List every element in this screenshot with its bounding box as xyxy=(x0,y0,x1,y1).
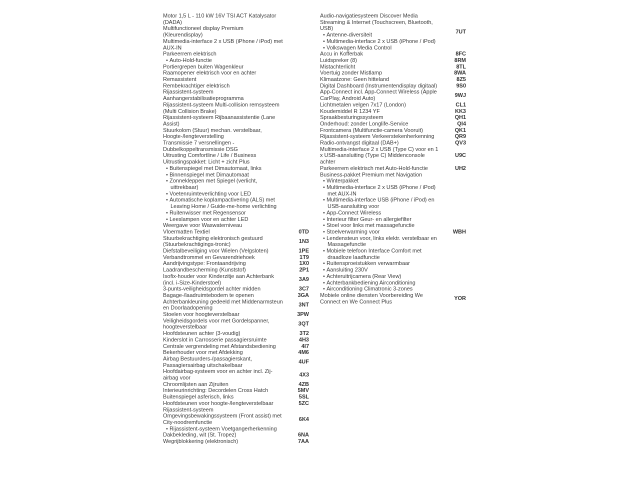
spec-sub-bullet: • Interieur filter Geur- en allergiefilter xyxy=(320,216,441,222)
spec-item xyxy=(320,13,466,51)
spec-label: Remassistent xyxy=(163,76,197,83)
spec-option-code: 6NA xyxy=(297,432,309,439)
spec-sub-bullet: • Ruitensproeistukken verwarmbaar xyxy=(320,261,441,267)
spec-label: Kinderslot in Carrosserie passagiersruimte xyxy=(163,336,267,343)
spec-label: Uitrustingspakket: Licht + zicht Plus xyxy=(163,159,250,166)
spec-label: Rijassistent-systeem Multi-collision remsysteem (Multi Collision Brake) xyxy=(163,101,280,115)
spec-option-code: 7UT xyxy=(455,28,466,35)
spec-label: Rijassistent-systeem Verkeerstekenherkenning xyxy=(320,133,435,140)
spec-sub-bullet: • Volkswagen Media Control xyxy=(320,45,441,51)
spec-option-code: CL1 xyxy=(455,101,466,108)
spec-label: Frontcamera (Multifunctie-camera Vooruit) xyxy=(320,127,424,134)
document-page xyxy=(163,13,483,445)
spec-label: Uitrusting Comfortline / Life / Business xyxy=(163,152,257,159)
spec-option-code: 3PW xyxy=(297,311,309,318)
spec-option-code: 2P1 xyxy=(299,267,309,274)
spec-sub-bullet: • Winterpakket xyxy=(320,178,441,184)
spec-sub-bullet: • Multimedia-interface USB (iPhone / iPod) en USB-aansluiting voor xyxy=(320,197,441,210)
spec-sub-bullet: • Multimedia-interface 2 x USB (iPhone / iPod) met AUX-IN xyxy=(320,184,441,197)
spec-text-block xyxy=(163,51,284,64)
spec-label: Mistachterlicht xyxy=(320,63,356,70)
spec-label: Portiergrepen buiten Wagenkleur xyxy=(163,63,244,70)
spec-label: Motor 1,5 L - 110 kW 16V TSI ACT Katalysator (DADA) xyxy=(163,13,277,26)
spec-option-code: 8FC xyxy=(455,51,466,58)
spec-text-block xyxy=(163,439,284,445)
spec-label: Stuurbekrachtiging elektronisch gestuurd (Stuurbekrachtigings-tronic) xyxy=(163,235,263,248)
spec-label: Business-pakket Premium met Navigation xyxy=(320,171,423,178)
spec-sub-bullet: • Ruitenwisser met Regensensor xyxy=(163,210,284,216)
spec-label: Laadrandbescherming (Kunststof) xyxy=(163,267,246,274)
spec-label: Aandrijvingstype: Frontaandrijving xyxy=(163,260,246,267)
spec-text-block xyxy=(163,115,284,128)
spec-label: Achterbankleuning gedeeld met Middenarmsteun en Doorlaadopening xyxy=(163,298,283,312)
spec-option-code: 1N3 xyxy=(298,238,309,245)
spec-label: Digital Dashboard (Instrumentendisplay digitaal) xyxy=(320,82,438,89)
spec-label: Wegrijblokkering (elektronisch) xyxy=(163,438,239,445)
spec-label: Verbandtrommel en Gevarendriehoek xyxy=(163,254,255,261)
spec-sub-bullet: • Achteruitrijcamera (Rear View) xyxy=(320,273,441,279)
spec-label: Klimaatzone: Geen hitteland xyxy=(320,76,390,83)
spec-label: Onderhoud: zonder Longlife-Service xyxy=(320,120,409,127)
spec-label: App-Connect incl. App-Connect Wireless (Apple CarPlay, Android Auto) xyxy=(320,89,437,102)
spec-text-block xyxy=(163,369,284,382)
spec-item xyxy=(163,299,309,312)
spec-label: Rembekrachtiger elektrisch xyxy=(163,82,230,89)
spec-label: Stuurkolom (Stuur) mechan. verstelbaar, Hoogte-/lengteverstelling xyxy=(163,127,262,140)
spec-option-code: 5MV xyxy=(297,387,309,394)
spec-option-code: WBH xyxy=(452,228,466,235)
spec-item xyxy=(163,38,309,51)
spec-option-code: 8TL xyxy=(456,63,466,70)
spec-text-block xyxy=(163,159,284,223)
spec-option-code: 4H3 xyxy=(298,336,309,343)
spec-sub-bullet: • Aansluiting 230V xyxy=(320,267,441,273)
spec-text-block xyxy=(163,140,284,153)
spec-item xyxy=(163,140,309,153)
spec-text-block xyxy=(320,292,441,305)
spec-option-code: QI4 xyxy=(457,120,466,127)
spec-item xyxy=(163,159,309,223)
spec-label: Diefstalbeveiliging voor Wielen (Velgsloten) xyxy=(163,248,269,255)
spec-text-block xyxy=(163,102,284,115)
spec-label: Hoofdairbag-systeem voor en achter incl. Zij-airbag voor xyxy=(163,368,273,382)
spec-item xyxy=(163,318,309,331)
spec-item xyxy=(163,439,309,445)
spec-text-block xyxy=(163,318,284,331)
spec-sub-bullet: • Auto-Hold-functie xyxy=(163,57,284,63)
spec-label: Rijassistent-systeem Rijbaanassistentie (Lane Assist) xyxy=(163,114,276,127)
spec-option-code: 9S0 xyxy=(456,82,466,89)
spec-sub-bullet: • App-Connect Wireless xyxy=(320,210,441,216)
spec-label: Multimedia-interface 2 x USB (iPhone / iPod) met AUX-IN xyxy=(163,38,283,51)
spec-option-code: 8WA xyxy=(454,70,466,77)
spec-option-code: 6K4 xyxy=(298,416,309,423)
spec-item xyxy=(320,172,466,293)
spec-text-block xyxy=(163,26,284,39)
spec-sub-bullet: • Zonnekleppen met Spiegel (verlicht, uittrekbaar) xyxy=(163,178,284,191)
spec-item xyxy=(163,356,309,369)
spec-label: Airbag Bestuurders-/passagierskant, Passagiersairbag uitschakelbaar xyxy=(163,355,252,369)
spec-sub-bullet: • Binnenspiegel met Dimautomaat xyxy=(163,172,284,178)
spec-label: Luidspreker (8) xyxy=(320,57,357,64)
spec-text-block xyxy=(163,407,284,432)
spec-sub-bullet: • Antenne-diversiteit xyxy=(320,32,441,38)
spec-sub-bullet: • Achterbankbediening Airconditioning xyxy=(320,280,441,286)
spec-text-block xyxy=(320,172,441,293)
spec-item xyxy=(163,407,309,432)
spec-label: Raamopener elektrisch voor en achter xyxy=(163,70,257,77)
spec-label: Multimedia-interface 2 x USB (Type C) voor en 1 x USB-aansluiting (Type C) Middenconsole achter xyxy=(320,146,439,166)
spec-sub-bullet: • Mobiele telefoon Interface Comfort met draadloze laadfunctie xyxy=(320,248,441,261)
spec-option-code: 4X3 xyxy=(299,371,309,378)
spec-item xyxy=(163,102,309,115)
spec-item xyxy=(163,127,309,140)
spec-text-block xyxy=(163,299,284,312)
spec-text-block xyxy=(163,89,284,102)
spec-text-block xyxy=(163,356,284,369)
spec-text-block xyxy=(320,146,441,165)
spec-option-code: 4UF xyxy=(298,359,309,366)
spec-option-code: 4M6 xyxy=(298,349,309,356)
spec-label: Accu in Kofferbak xyxy=(320,51,364,58)
equipment-column-left xyxy=(163,13,309,445)
spec-label: Weergave voor Waswaterniveau xyxy=(163,222,243,229)
spec-option-code: QH1 xyxy=(454,114,466,121)
spec-item xyxy=(163,115,309,128)
spec-option-code: YOR xyxy=(454,295,466,302)
spec-item xyxy=(163,26,309,39)
spec-item xyxy=(163,51,309,64)
spec-option-code: 1X0 xyxy=(299,260,309,267)
spec-option-code: QV3 xyxy=(454,140,466,147)
spec-label: Parkeerrem elektrisch met Auto-Hold-functie xyxy=(320,165,428,172)
spec-label: Radio-ontvangst digitaal (DAB+) xyxy=(320,140,399,147)
spec-text-block xyxy=(320,13,441,51)
spec-label: Lichtmetalen velgen 7x17 (London) xyxy=(320,101,406,108)
spec-text-block xyxy=(163,38,284,51)
spec-text-block xyxy=(163,13,284,26)
spec-label: Rijassistent-systeem Aanhangerstabilisatieprogramma xyxy=(163,89,244,102)
spec-label: Koudemiddel R 1234 YF xyxy=(320,108,380,115)
spec-option-code: 1PE xyxy=(298,248,309,255)
spec-label: Hoofdsteunen voor hoogte-/lengteverstelbaar xyxy=(163,400,274,407)
spec-option-code: 1T9 xyxy=(299,254,309,261)
spec-option-code: UH2 xyxy=(454,165,466,172)
spec-option-code: 5SL xyxy=(298,394,309,401)
spec-option-code: 3A9 xyxy=(298,276,309,283)
spec-item xyxy=(320,292,466,305)
spec-label: Spraakbesturingssysteem xyxy=(320,114,384,121)
spec-text-block xyxy=(320,89,441,102)
spec-label: Multifunctioneel display Premium (Kleurendisplay) xyxy=(163,25,244,39)
spec-sub-bullet: • Airconditioning Climatronic 3-zones xyxy=(320,286,441,292)
spec-label: Voertuig zonder Mistlamp xyxy=(320,70,383,77)
spec-item xyxy=(163,369,309,382)
spec-option-code: 3GA xyxy=(297,292,309,299)
spec-item xyxy=(163,273,309,286)
spec-option-code: 8Z5 xyxy=(456,76,466,83)
spec-sub-bullet: • Automatische koplampactivering (ALS) met Leaving Home / Guide-me-home verlichting xyxy=(163,197,284,210)
spec-sub-bullet: • Lendensteun voor, links elektr. verstelbaar en Massagefunctie xyxy=(320,235,441,248)
spec-option-code: 3C7 xyxy=(298,286,309,293)
spec-option-code: 3T2 xyxy=(299,330,309,337)
spec-label: Centrale vergrendeling met Afstandsbediening xyxy=(163,343,276,350)
spec-item xyxy=(163,235,309,248)
spec-label: Veiligheidsgordels voor met Gordelspanner, hoogteverstelbaar xyxy=(163,317,270,331)
spec-option-code: 4ZB xyxy=(298,381,309,388)
spec-label: Stoelen voor hoogteverstelbaar xyxy=(163,311,240,318)
spec-label: Parkeerrem elektrisch xyxy=(163,51,217,58)
spec-option-code: 8RM xyxy=(454,57,466,64)
spec-label: Isofix-houder voor Kinderzitje aan Achterbank (incl. i-Size-Kinderstoel) xyxy=(163,273,274,286)
spec-text-block xyxy=(163,235,284,248)
spec-option-code: KK3 xyxy=(454,108,466,115)
spec-sub-bullet: • Stoelverwarming voor xyxy=(320,229,441,235)
spec-label: Hoofdsteunen achter (3-voudig) xyxy=(163,330,241,337)
spec-label: Mobiele online diensten Voorbereiding We Connect en We Connect Plus xyxy=(320,292,423,305)
spec-option-code: 3QT xyxy=(298,321,309,328)
spec-option-code: 4I7 xyxy=(301,343,309,350)
spec-text-block xyxy=(163,273,284,286)
spec-label: Transmissie 7 versnellingen - Dubbelkoppeltransmissie DSG xyxy=(163,140,238,153)
spec-option-code: 0TD xyxy=(298,228,309,235)
spec-option-code: QR9 xyxy=(454,133,466,140)
spec-text-block xyxy=(163,127,284,140)
spec-label: Audio-navigatiesysteem Discover Media Streaming & Internet (Touchscreen, Bluetooth, USB) xyxy=(320,13,433,32)
spec-sub-bullet: • Rijassistent-systeem Voetgangerherkenning xyxy=(163,426,284,432)
spec-option-code: 7AA xyxy=(297,438,309,445)
spec-label: Dakbekleding, wit (St. Tropez) xyxy=(163,432,237,439)
equipment-column-right xyxy=(320,13,466,445)
spec-item xyxy=(320,146,466,165)
spec-label: Bekerhouder voor met Afdekking xyxy=(163,349,243,356)
spec-sub-bullet: • Multimedia-interface 2 x USB (iPhone / iPod) xyxy=(320,38,441,44)
spec-sub-bullet: • Voetenruimteverlichting voor LED xyxy=(163,191,284,197)
spec-item xyxy=(163,13,309,26)
spec-option-code: U9C xyxy=(454,152,466,159)
spec-item xyxy=(320,89,466,102)
spec-label: Rijassistent-systeem Omgevingsbewakingssysteem (Front assist) met City-noodremfunctie xyxy=(163,406,282,426)
spec-label: Bagage-/laadruimtebodem te openen xyxy=(163,292,254,299)
spec-label: Chroomlijsten aan Zijruiten xyxy=(163,381,229,388)
spec-option-code: QK1 xyxy=(454,127,466,134)
spec-label: Interieurinrichting: Decordelen Cross Hatch xyxy=(163,387,269,394)
spec-sub-bullet: • Leeslampen voor en achter LED xyxy=(163,216,284,222)
spec-label: Vloermatten Textiel xyxy=(163,228,210,235)
spec-option-code: 3NT xyxy=(298,301,309,308)
spec-label: 3-punts-veiligheidsgordel achter midden xyxy=(163,286,261,293)
spec-item xyxy=(163,89,309,102)
spec-sub-bullet: • Buitenspiegel met Dimautomaat, links xyxy=(163,165,284,171)
spec-sub-bullet: • Stoel voor links met massagefunctie xyxy=(320,223,441,229)
spec-option-code: 9WJ xyxy=(454,92,466,99)
spec-label: Buitenspiegel asferisch, links xyxy=(163,394,234,401)
spec-option-code: 5ZC xyxy=(298,400,309,407)
